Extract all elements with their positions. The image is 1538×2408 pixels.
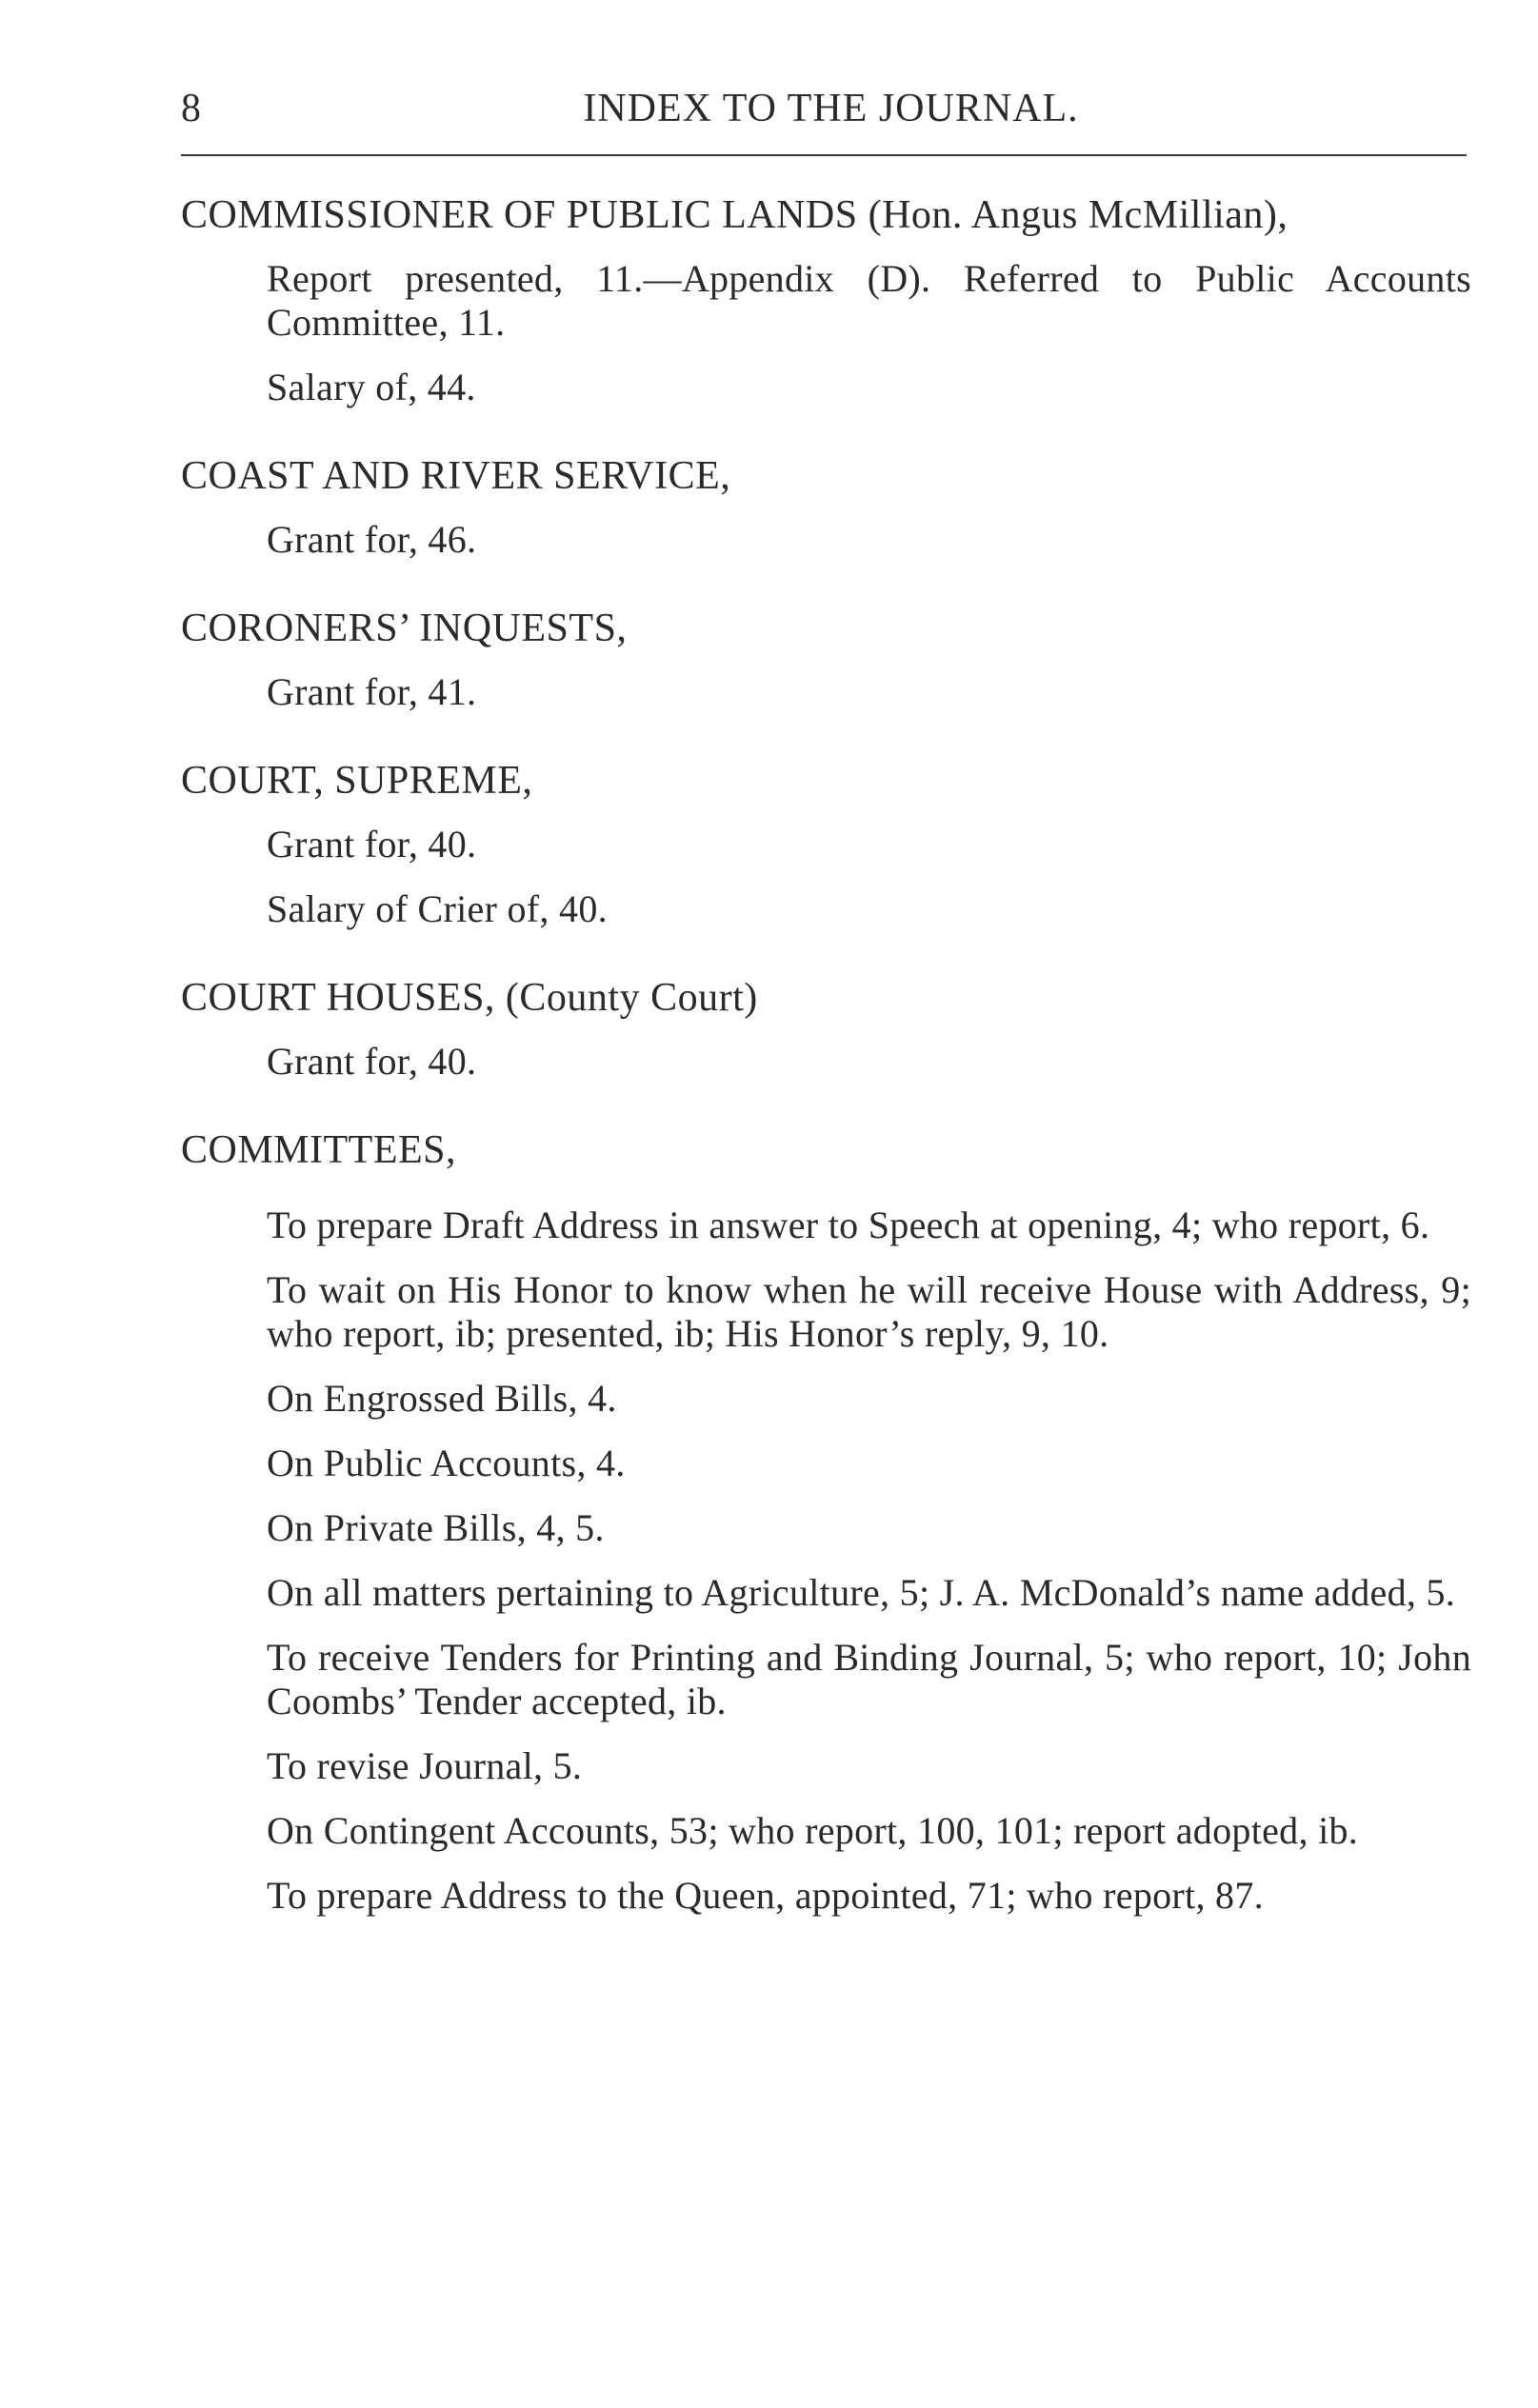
entry-heading: COMMISSIONER OF PUBLIC LANDS (Hon. Angus McMillian), (181, 193, 1288, 237)
entry-subitem: Grant for, 40. (267, 1040, 477, 1083)
entry-subitem: To revise Journal, 5. (267, 1744, 583, 1787)
running-title: INDEX TO THE JOURNAL. (583, 87, 1079, 130)
page-number: 8 (181, 87, 202, 130)
journal-index-page (181, 76, 1481, 1960)
entry-subitem: To prepare Address to the Queen, appointed, 71; who report, 87. (267, 1874, 1264, 1917)
entry-heading: COAST AND RIVER SERVICE, (181, 454, 731, 498)
entry-heading: COURT, SUPREME, (181, 759, 533, 803)
entry-subitem: On Private Bills, 4, 5. (267, 1506, 605, 1549)
entry-subitem: On Contingent Accounts, 53; who report, 100, 101; report adopted, ib. (267, 1809, 1359, 1852)
entry-subitem: To wait on His Honor to know when he will receive House with Address, 9; who report, ib; presented, ib; His Honor’s reply, 9, 10. (267, 1268, 1471, 1355)
entry-subitem: To receive Tenders for Printing and Binding Journal, 5; who report, 10; John Coombs’ Tender accepted, ib. (267, 1636, 1471, 1722)
index-entry (181, 973, 1481, 1084)
index-entries (181, 190, 1481, 1918)
header-rule (181, 154, 1467, 156)
entry-subitem: Grant for, 40. (267, 823, 477, 866)
entry-subitem: Salary of, 44. (267, 366, 476, 408)
entry-subitem: Grant for, 41. (267, 670, 477, 713)
entry-heading: CORONERS’ INQUESTS, (181, 607, 628, 650)
index-entry (181, 451, 1481, 562)
entry-subitem: To prepare Draft Address in answer to Speech at opening, 4; who report, 6. (267, 1204, 1430, 1246)
entry-subitem: On Public Accounts, 4. (267, 1442, 626, 1484)
entry-heading: COURT HOUSES, (County Court) (181, 976, 758, 1020)
index-entry (181, 604, 1481, 714)
entry-subitem: Salary of Crier of, 40. (267, 887, 608, 930)
index-entry (181, 1125, 1481, 1918)
page-header (181, 76, 1481, 143)
entry-subitem: Grant for, 46. (267, 518, 477, 561)
entry-subitem: On Engrossed Bills, 4. (267, 1377, 617, 1420)
index-entry (181, 756, 1481, 931)
entry-subitem: On all matters pertaining to Agriculture, 5; J. A. McDonald’s name added, 5. (267, 1571, 1456, 1614)
index-entry (181, 190, 1481, 409)
entry-subitem: Report presented, 11.—Appendix (D). Referred to Public Accounts Committee, 11. (267, 257, 1471, 344)
entry-heading: COMMITTEES, (181, 1128, 456, 1172)
